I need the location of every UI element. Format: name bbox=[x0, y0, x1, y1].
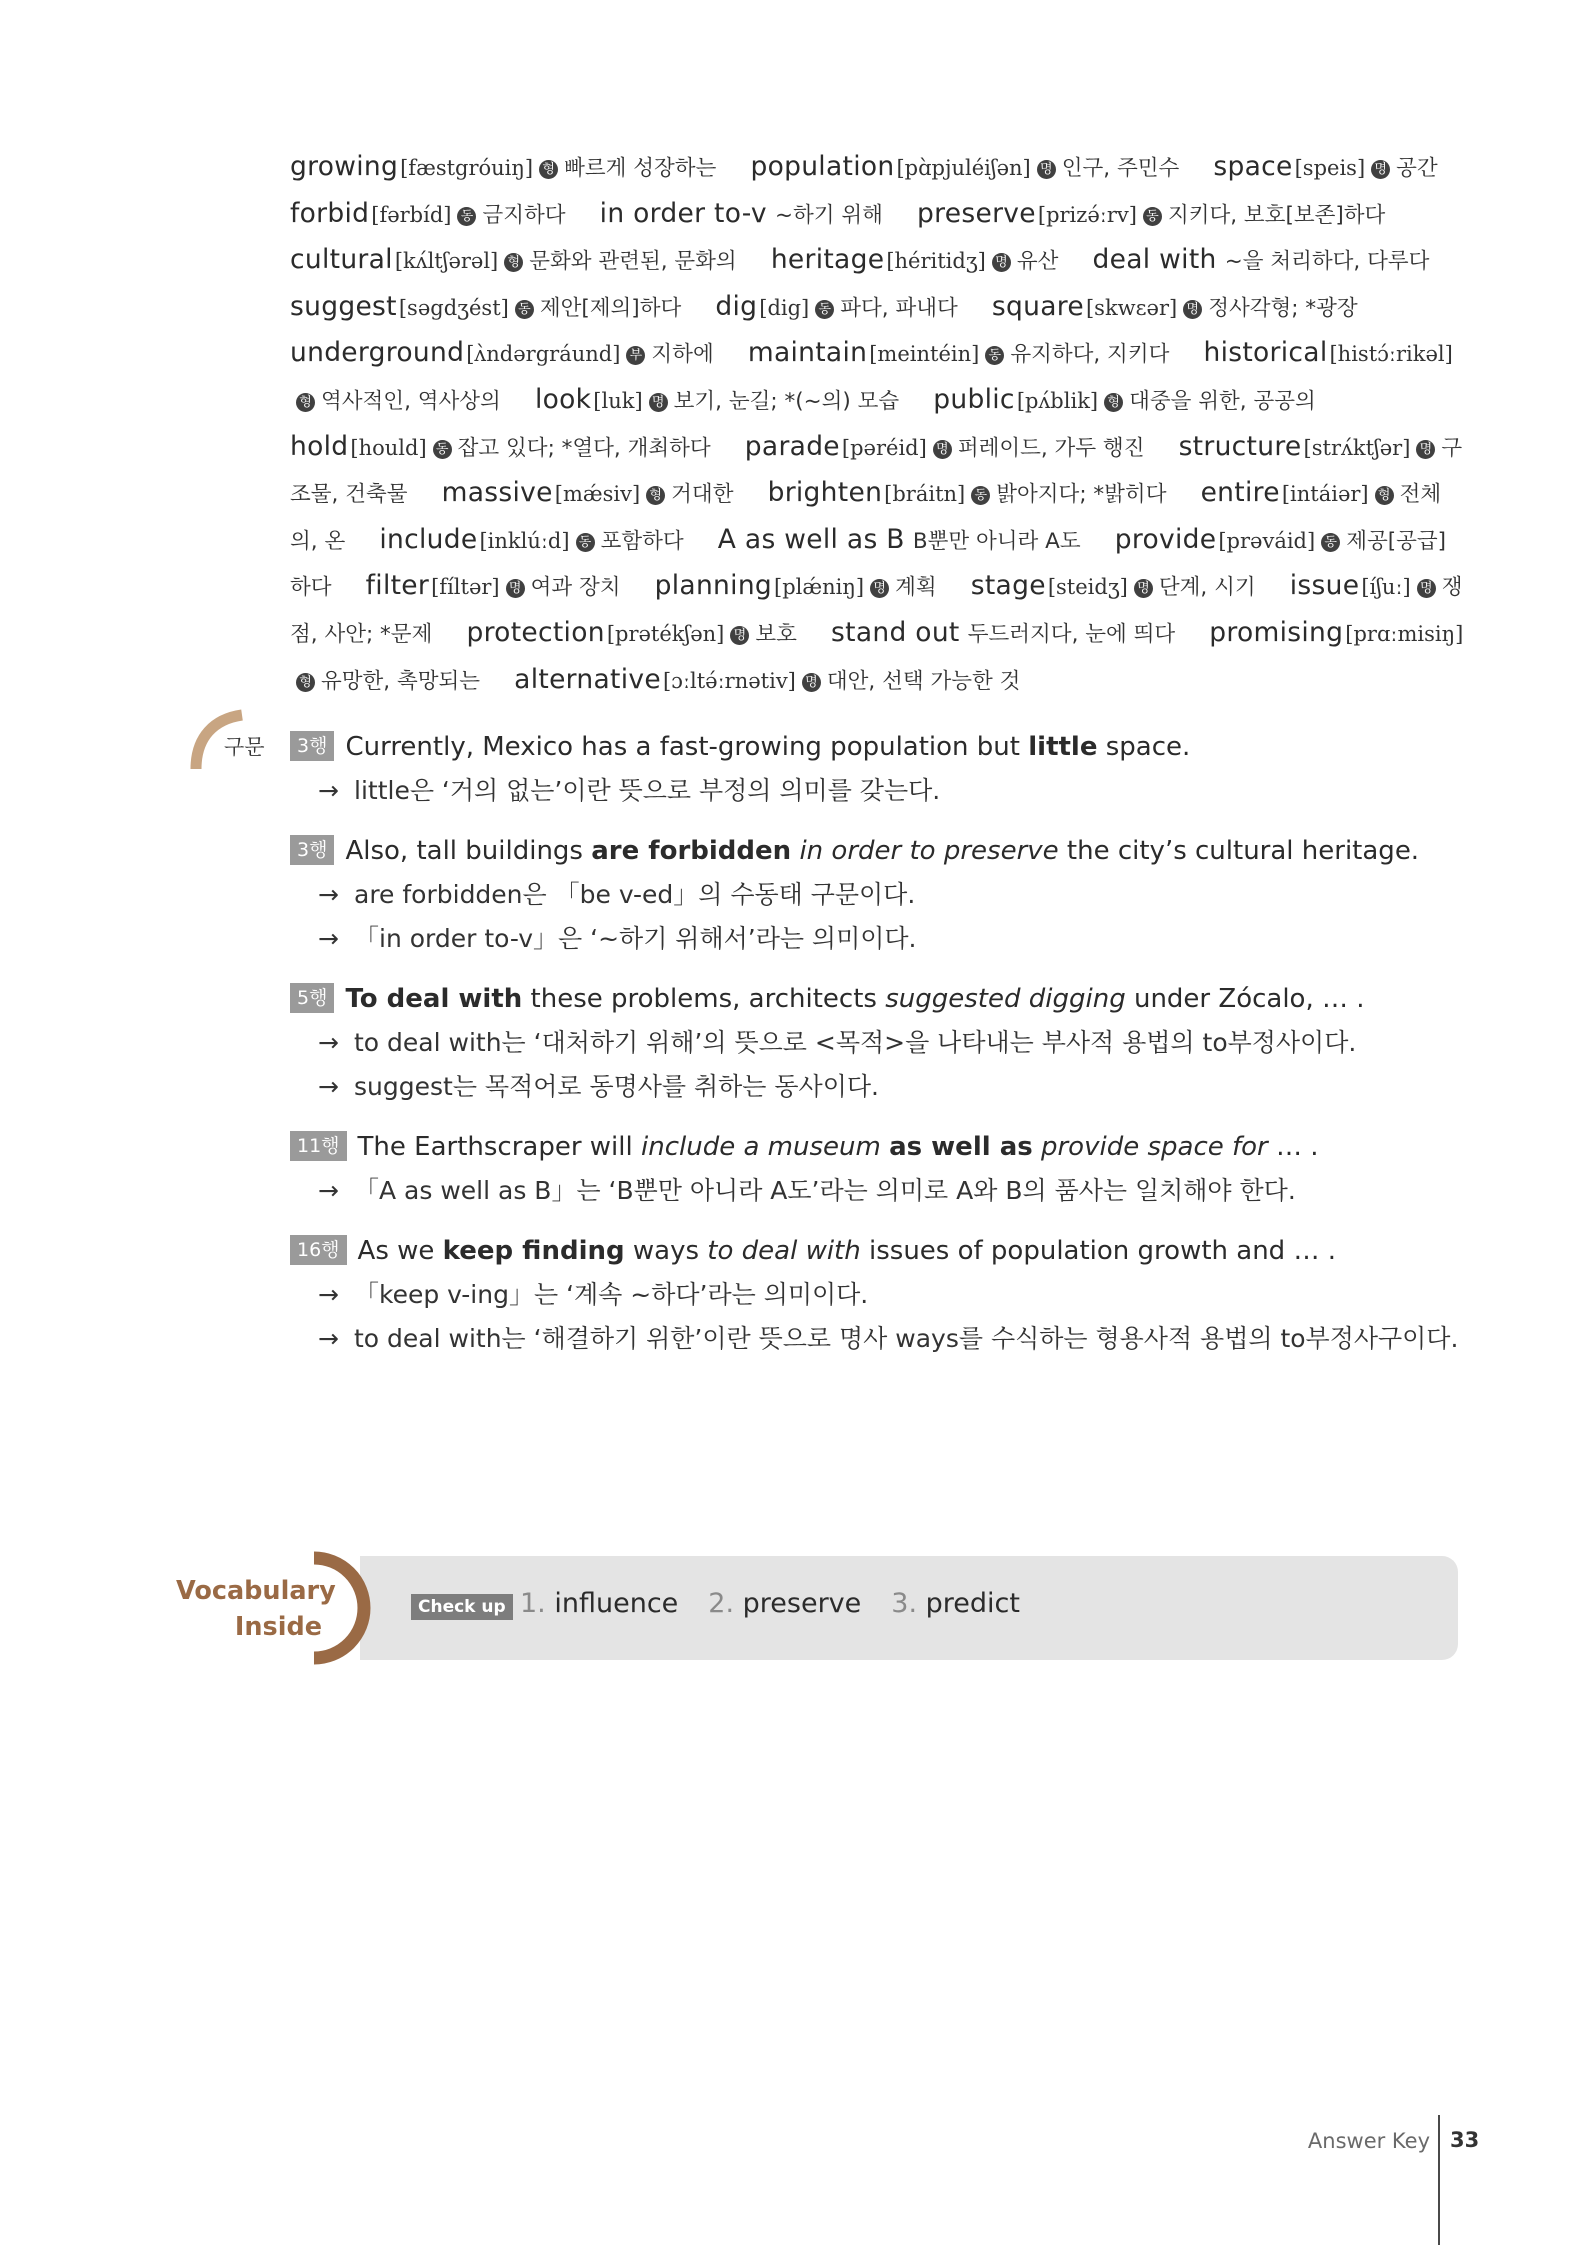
vocab-entry bbox=[1213, 152, 1463, 182]
part-of-speech-icon: 명 bbox=[1037, 160, 1056, 179]
vocab-entry bbox=[290, 292, 707, 322]
sentence-segment: As we bbox=[357, 1236, 443, 1266]
vocab-entry bbox=[715, 292, 983, 322]
vocab-meaning: 포함하다 bbox=[600, 528, 684, 554]
vocab-entry bbox=[514, 665, 1046, 695]
grammar-note bbox=[290, 917, 1460, 961]
part-of-speech-icon: 형 bbox=[504, 253, 523, 272]
check-up-answer bbox=[520, 1588, 678, 1619]
grammar-item bbox=[290, 1229, 1460, 1361]
vocab-word: planning bbox=[654, 570, 773, 602]
vocab-word: square bbox=[991, 290, 1084, 322]
part-of-speech-icon: 명 bbox=[992, 253, 1011, 272]
line-number-badge: 3행 bbox=[290, 731, 334, 761]
grammar-note bbox=[290, 1317, 1460, 1361]
vocab-entry bbox=[655, 571, 963, 601]
vocab-word: stand out bbox=[831, 616, 960, 648]
vocab-meaning: 대안, 선택 가능한 것 bbox=[826, 668, 1021, 694]
sentence-segment: Also, tall buildings bbox=[345, 836, 592, 866]
sentence-segment: ways bbox=[624, 1236, 708, 1266]
vocab-meaning: 계획 bbox=[895, 575, 937, 601]
vocab-pronunciation: [inklúːd] bbox=[479, 528, 570, 553]
grammar-note bbox=[290, 1169, 1460, 1213]
vocab-word: suggest bbox=[290, 290, 397, 322]
sentence-segment: as well as bbox=[889, 1132, 1033, 1162]
grammar-note bbox=[290, 873, 1460, 917]
vocab-pronunciation: [fíltər] bbox=[431, 575, 500, 600]
vocab-word: A as well as B bbox=[717, 523, 905, 555]
vocab-word: hold bbox=[290, 430, 349, 462]
vocab-word: alternative bbox=[514, 663, 661, 695]
vocab-meaning: 공간 bbox=[1396, 156, 1438, 181]
vocab-meaning: 보호 bbox=[755, 621, 797, 647]
check-up-answers bbox=[520, 1588, 1050, 1619]
grammar-section bbox=[290, 725, 1460, 1377]
vocab-word: heritage bbox=[770, 244, 885, 276]
vocab-word: protection bbox=[466, 616, 605, 648]
vocab-inside-title bbox=[176, 1573, 336, 1645]
sentence-segment: are forbidden bbox=[591, 836, 792, 866]
grammar-note-text: little은 ‘거의 없는’이란 뜻으로 부정의 의미를 갖는다. bbox=[354, 776, 941, 805]
line-number-badge: 3행 bbox=[290, 835, 334, 865]
vocab-pronunciation: [bráitn] bbox=[884, 482, 966, 507]
vocab-entry bbox=[379, 525, 709, 555]
vocab-meaning: 거대한 bbox=[671, 482, 734, 508]
vocab-meaning: 단계, 시기 bbox=[1158, 575, 1256, 601]
part-of-speech-icon: 동 bbox=[971, 486, 990, 505]
vocab-word: growing bbox=[290, 151, 399, 182]
part-of-speech-icon: 형 bbox=[1104, 393, 1123, 412]
vocab-meaning: 정사각형; *광장 bbox=[1208, 295, 1358, 321]
vocab-word: issue bbox=[1289, 570, 1360, 602]
vocab-entry bbox=[1093, 245, 1456, 275]
line-number-badge: 5행 bbox=[290, 983, 334, 1013]
vocab-word: preserve bbox=[917, 197, 1036, 229]
vocab-meaning: B뿐만 아니라 A도 bbox=[912, 528, 1081, 554]
vocab-meaning: ~을 처리하다, 다루다 bbox=[1224, 249, 1430, 275]
sentence-segment: include a museum bbox=[641, 1132, 881, 1162]
line-number-badge: 11행 bbox=[290, 1131, 347, 1161]
vocab-entry bbox=[290, 199, 592, 229]
vocab-pronunciation: [hould] bbox=[350, 435, 427, 460]
part-of-speech-icon: 형 bbox=[539, 160, 558, 179]
vocab-word: public bbox=[933, 383, 1015, 415]
vocabulary-list bbox=[290, 145, 1465, 704]
sentence-segment: under Zócalo, … . bbox=[1125, 984, 1365, 1014]
vocab-pronunciation: [prəváid] bbox=[1218, 528, 1316, 553]
grammar-sentence bbox=[290, 829, 1460, 873]
grammar-sentence bbox=[290, 1125, 1460, 1169]
vocab-pronunciation: [prɑːmisiŋ] bbox=[1345, 621, 1464, 646]
part-of-speech-icon: 동 bbox=[576, 533, 595, 552]
vocab-pronunciation: [fərbíd] bbox=[371, 202, 452, 227]
vocab-pronunciation: [histɔ́ːrikəl] bbox=[1329, 342, 1453, 367]
vocab-meaning: 지키다, 보호[보존]하다 bbox=[1167, 202, 1386, 228]
vocab-meaning: 유산 bbox=[1016, 249, 1059, 275]
vocab-pronunciation: [héritidʒ] bbox=[886, 249, 986, 274]
vocab-pronunciation: [prətékʃən] bbox=[606, 621, 725, 646]
arrow-icon: → bbox=[318, 880, 339, 909]
vocab-entry bbox=[290, 432, 737, 462]
vocab-pronunciation: [meintéin] bbox=[869, 342, 980, 367]
vocab-pronunciation: [intáiər] bbox=[1281, 482, 1369, 507]
vocab-entry bbox=[992, 292, 1384, 322]
vocab-pronunciation: [dig] bbox=[759, 295, 810, 320]
vocab-meaning: 구조물, 건축물 bbox=[290, 435, 1463, 508]
grammar-note bbox=[290, 1021, 1460, 1065]
grammar-label: 구문 bbox=[224, 735, 265, 759]
grammar-note bbox=[290, 1273, 1460, 1317]
vocab-pronunciation: [prizə́ːrv] bbox=[1037, 202, 1137, 227]
vocab-entry bbox=[442, 478, 760, 508]
vocab-entry bbox=[768, 478, 1193, 508]
answer-number: 2. bbox=[708, 1588, 735, 1619]
answer-word: predict bbox=[925, 1588, 1020, 1619]
vocab-pronunciation: [kʌ́ltʃərəl] bbox=[394, 249, 499, 274]
part-of-speech-icon: 동 bbox=[433, 440, 452, 459]
vocab-meaning: 퍼레이드, 가두 행진 bbox=[957, 435, 1145, 461]
vocab-meaning: 두드러지다, 눈에 띄다 bbox=[967, 621, 1176, 647]
check-up-badge: Check up bbox=[411, 1594, 513, 1620]
vocab-meaning: 제안[제의]하다 bbox=[539, 295, 682, 321]
vocab-meaning: 지하에 bbox=[651, 342, 714, 368]
part-of-speech-icon: 부 bbox=[626, 346, 645, 365]
sentence-segment bbox=[881, 1132, 889, 1162]
part-of-speech-icon: 동 bbox=[815, 300, 834, 319]
vocab-entry bbox=[933, 385, 1342, 415]
grammar-note-text: are forbidden은 「be v-ed」의 수동태 구문이다. bbox=[354, 880, 916, 909]
part-of-speech-icon: 명 bbox=[1417, 579, 1436, 598]
grammar-note-text: 「keep v-ing」는 ‘계속 ~하다’라는 의미이다. bbox=[354, 1280, 869, 1309]
grammar-sentence bbox=[290, 1229, 1460, 1273]
vocab-meaning: 파다, 파내다 bbox=[840, 295, 958, 321]
vocab-word: cultural bbox=[290, 244, 393, 276]
vocab-pronunciation: [strʌ́ktʃər] bbox=[1303, 435, 1411, 460]
vocab-word: stage bbox=[970, 570, 1046, 602]
vocab-meaning: 대중을 위한, 공공의 bbox=[1129, 388, 1316, 414]
part-of-speech-icon: 동 bbox=[1143, 207, 1162, 226]
answer-number: 3. bbox=[891, 1588, 918, 1619]
answer-number: 1. bbox=[520, 1588, 546, 1619]
vocab-word: historical bbox=[1203, 337, 1328, 369]
part-of-speech-icon: 명 bbox=[506, 579, 525, 598]
vocab-entry bbox=[745, 432, 1171, 462]
vocab-entry bbox=[748, 338, 1196, 368]
part-of-speech-icon: 명 bbox=[1183, 300, 1202, 319]
vocab-word: massive bbox=[441, 477, 553, 509]
arrow-icon: → bbox=[318, 1280, 339, 1309]
vocab-entry bbox=[600, 199, 909, 229]
grammar-item bbox=[290, 977, 1460, 1109]
page-number: 33 bbox=[1450, 2128, 1480, 2152]
vocab-entry bbox=[971, 571, 1282, 601]
vocab-pronunciation: [mǽsiv] bbox=[554, 482, 641, 507]
vocab-pronunciation: [plǽniŋ] bbox=[774, 575, 865, 600]
grammar-note-text: to deal with는 ‘해결하기 위한’이란 뜻으로 명사 ways를 수식하는 형용사적 용법의 to부정사구이다. bbox=[354, 1324, 1459, 1353]
arrow-icon: → bbox=[318, 1028, 339, 1057]
vocab-entry bbox=[771, 245, 1085, 275]
grammar-note bbox=[290, 1065, 1460, 1109]
arrow-icon: → bbox=[318, 1324, 339, 1353]
vocab-pronunciation: [steidʒ] bbox=[1047, 575, 1128, 600]
vocab-word: deal with bbox=[1092, 244, 1217, 276]
grammar-note-text: suggest는 목적어로 동명사를 취하는 동사이다. bbox=[354, 1072, 879, 1101]
arrow-icon: → bbox=[318, 924, 339, 953]
part-of-speech-icon: 형 bbox=[296, 673, 315, 692]
footer-label: Answer Key bbox=[1307, 2129, 1430, 2153]
vocab-pronunciation: [íʃuː] bbox=[1361, 575, 1411, 600]
part-of-speech-icon: 명 bbox=[870, 579, 889, 598]
vocab-entry bbox=[718, 525, 1107, 555]
grammar-item bbox=[290, 1125, 1460, 1213]
vocab-entry bbox=[290, 152, 742, 182]
vocab-inside-title-line1: Vocabulary bbox=[176, 1576, 336, 1606]
grammar-item bbox=[290, 829, 1460, 961]
vocab-entry bbox=[290, 245, 763, 275]
vocab-meaning: 빠르게 성장하는 bbox=[564, 156, 717, 181]
vocab-word: space bbox=[1213, 151, 1293, 182]
part-of-speech-icon: 동 bbox=[515, 300, 534, 319]
vocab-meaning: 밝아지다; *밝히다 bbox=[996, 482, 1167, 508]
check-up-answer bbox=[708, 1588, 861, 1619]
grammar-note-text: 「A as well as B」는 ‘B뿐만 아니라 A도’라는 의미로 A와 B의 품사는 일치해야 한다. bbox=[354, 1176, 1296, 1205]
vocab-inside-title-line2: Inside bbox=[234, 1612, 322, 1642]
vocab-meaning: 역사적인, 역사상의 bbox=[321, 388, 501, 414]
vocab-meaning: 여과 장치 bbox=[530, 575, 621, 601]
vocab-word: provide bbox=[1114, 523, 1217, 555]
grammar-sentence bbox=[290, 725, 1460, 769]
vocab-meaning: 보기, 눈길; *(~의) 모습 bbox=[673, 388, 900, 414]
sentence-segment: issues of population growth and … . bbox=[860, 1236, 1336, 1266]
part-of-speech-icon: 명 bbox=[1371, 160, 1390, 179]
vocab-word: underground bbox=[290, 337, 465, 369]
grammar-item bbox=[290, 725, 1460, 813]
grammar-note-text: to deal with는 ‘대처하기 위해’의 뜻으로 <목적>을 나타내는 부사적 용법의 to부정사이다. bbox=[354, 1028, 1357, 1057]
vocab-word: promising bbox=[1209, 616, 1344, 648]
vocab-meaning: 인구, 주민수 bbox=[1061, 156, 1180, 181]
vocab-meaning: 유지하다, 지키다 bbox=[1010, 342, 1170, 368]
sentence-segment: Currently, Mexico has a fast-growing population but bbox=[345, 732, 1029, 762]
sentence-segment: in order to preserve bbox=[799, 836, 1059, 866]
grammar-note-text: 「in order to-v」은 ‘~하기 위해서’라는 의미이다. bbox=[354, 924, 917, 953]
sentence-segment: … . bbox=[1267, 1132, 1319, 1162]
sentence-segment: little bbox=[1028, 732, 1098, 762]
vocab-word: look bbox=[534, 383, 592, 415]
vocab-word: filter bbox=[365, 570, 430, 602]
sentence-segment: the city’s cultural heritage. bbox=[1058, 836, 1420, 866]
part-of-speech-icon: 동 bbox=[457, 207, 476, 226]
part-of-speech-icon: 명 bbox=[1134, 579, 1153, 598]
part-of-speech-icon: 형 bbox=[646, 486, 665, 505]
sentence-segment: provide space for bbox=[1040, 1132, 1268, 1162]
vocab-entry bbox=[917, 199, 1411, 229]
part-of-speech-icon: 명 bbox=[649, 393, 668, 412]
grammar-note bbox=[290, 769, 1460, 813]
vocab-entry bbox=[535, 385, 925, 415]
part-of-speech-icon: 명 bbox=[933, 440, 952, 459]
vocab-pronunciation: [pʌ́blik] bbox=[1016, 388, 1099, 413]
vocab-meaning: ~하기 위해 bbox=[774, 202, 883, 228]
arrow-icon: → bbox=[318, 776, 339, 805]
vocab-word: structure bbox=[1178, 430, 1302, 462]
part-of-speech-icon: 명 bbox=[1416, 440, 1435, 459]
part-of-speech-icon: 형 bbox=[1375, 486, 1394, 505]
part-of-speech-icon: 명 bbox=[730, 626, 749, 645]
vocab-meaning: 제공[공급]하다 bbox=[290, 528, 1447, 601]
vocab-pronunciation: [pəréid] bbox=[841, 435, 927, 460]
vocab-meaning: 잡고 있다; *열다, 개최하다 bbox=[457, 435, 711, 461]
vocab-word: in order to-v bbox=[599, 197, 767, 229]
sentence-segment: The Earthscraper will bbox=[357, 1132, 641, 1162]
vocab-pronunciation: [fæstgróuiŋ] bbox=[400, 156, 534, 180]
vocab-entry bbox=[466, 618, 822, 648]
vocab-pronunciation: [ɔːltə́ːrnətiv] bbox=[662, 668, 796, 693]
sentence-segment bbox=[1033, 1132, 1041, 1162]
grammar-sentence bbox=[290, 977, 1460, 1021]
check-up-answer bbox=[891, 1588, 1020, 1619]
vocab-pronunciation: [pɑ̀pjuléiʃən] bbox=[896, 156, 1031, 180]
vocab-meaning: 전체의, 온 bbox=[290, 482, 1442, 554]
vocab-entry bbox=[831, 618, 1201, 648]
sentence-segment: to deal with bbox=[707, 1236, 861, 1266]
answer-word: influence bbox=[554, 1588, 679, 1619]
vocab-pronunciation: [luk] bbox=[593, 388, 643, 413]
vocab-meaning: 금지하다 bbox=[482, 202, 566, 228]
part-of-speech-icon: 형 bbox=[296, 393, 315, 412]
vocab-word: parade bbox=[744, 430, 840, 462]
vocab-pronunciation: [səgdʒést] bbox=[398, 295, 509, 320]
sentence-segment: To deal with bbox=[345, 984, 523, 1014]
arrow-icon: → bbox=[318, 1072, 339, 1101]
vocab-entry bbox=[366, 571, 647, 601]
sentence-segment: these problems, architects bbox=[522, 984, 886, 1014]
part-of-speech-icon: 동 bbox=[985, 346, 1004, 365]
vocab-pronunciation: [ʌ̀ndərgráund] bbox=[466, 342, 621, 367]
vocab-word: dig bbox=[715, 290, 758, 322]
vocab-pronunciation: [skwɛər] bbox=[1085, 295, 1178, 320]
vocab-meaning: 쟁점, 사안; *문제 bbox=[290, 575, 1463, 647]
sentence-segment: keep finding bbox=[442, 1236, 625, 1266]
vocab-meaning: 유망한, 촉망되는 bbox=[321, 668, 481, 694]
part-of-speech-icon: 동 bbox=[1321, 533, 1340, 552]
vocab-pronunciation: [speis] bbox=[1294, 156, 1366, 180]
vocab-word: brighten bbox=[767, 477, 883, 509]
vocab-word: entire bbox=[1200, 477, 1280, 509]
vocab-word: include bbox=[379, 523, 478, 555]
vocab-meaning: 문화와 관련된, 문화의 bbox=[529, 249, 737, 275]
vocab-word: maintain bbox=[747, 337, 868, 369]
vocab-entry bbox=[290, 338, 740, 368]
vocab-word: forbid bbox=[290, 197, 370, 229]
arrow-icon: → bbox=[318, 1176, 339, 1205]
vocab-word: population bbox=[750, 151, 895, 182]
line-number-badge: 16행 bbox=[290, 1235, 347, 1265]
vocab-entry bbox=[750, 152, 1205, 182]
answer-word: preserve bbox=[742, 1588, 862, 1619]
sentence-segment: space. bbox=[1097, 732, 1191, 762]
sentence-segment: suggested digging bbox=[885, 984, 1126, 1014]
footer-divider bbox=[1438, 2115, 1440, 2245]
part-of-speech-icon: 명 bbox=[802, 673, 821, 692]
